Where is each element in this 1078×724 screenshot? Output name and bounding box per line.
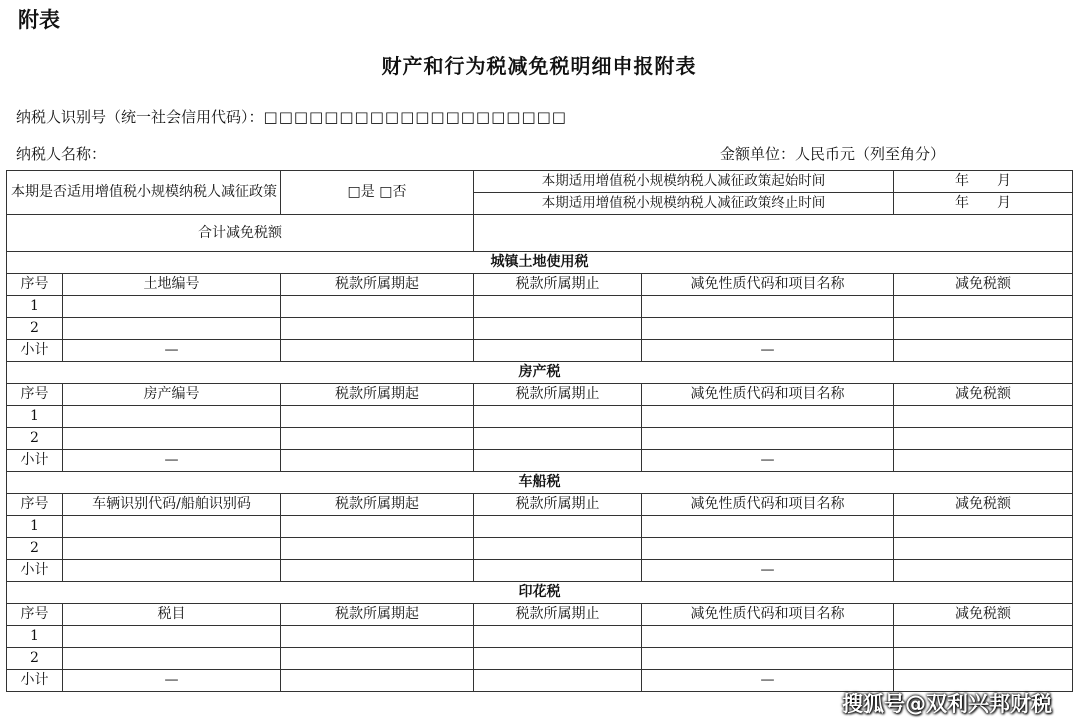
exempt-amount-header: 减免税额 — [894, 604, 1073, 626]
dash: — — [642, 340, 894, 362]
dash: — — [63, 450, 281, 472]
row-number: 2 — [7, 648, 63, 670]
table-row — [7, 428, 1073, 450]
total-value[interactable] — [474, 215, 1073, 252]
policy-start-value[interactable]: 年 月 — [894, 171, 1073, 193]
amount-unit-label: 金额单位：人民币元（列至角分） — [720, 145, 946, 163]
subtotal-row — [7, 340, 1073, 362]
table-row — [7, 648, 1073, 670]
table-row — [7, 318, 1073, 340]
row-number: 1 — [7, 406, 63, 428]
section-title: 印花税 — [7, 582, 1073, 604]
period-end-header: 税款所属期止 — [474, 604, 642, 626]
id-header: 土地编号 — [63, 274, 281, 296]
id-header: 税目 — [63, 604, 281, 626]
policy-end-value[interactable]: 年 月 — [894, 193, 1073, 215]
subtotal-label: 小计 — [7, 450, 63, 472]
taxpayer-id-boxes[interactable]: □□□□□□□□□□□□□□□□□□□□ — [263, 108, 567, 126]
table-row — [7, 516, 1073, 538]
dash: — — [63, 340, 281, 362]
dash: — — [642, 670, 894, 692]
taxpayer-id-label: 纳税人识别号（统一社会信用代码）： — [16, 108, 264, 126]
exempt-amount-header: 减免税额 — [894, 494, 1073, 516]
table-row — [7, 626, 1073, 648]
subtotal-row — [7, 560, 1073, 582]
table-row — [7, 538, 1073, 560]
exempt-amount-header: 减免税额 — [894, 274, 1073, 296]
seq-header: 序号 — [7, 604, 63, 626]
dash: — — [63, 670, 281, 692]
subtotal-row — [7, 450, 1073, 472]
total-row — [7, 215, 1073, 252]
table-row — [7, 296, 1073, 318]
row-number: 2 — [7, 538, 63, 560]
policy-end-label: 本期适用增值税小规模纳税人减征政策终止时间 — [474, 193, 894, 215]
form-title: 财产和行为税减免税明细申报附表 — [381, 54, 697, 78]
exemption-detail-table — [6, 170, 1073, 692]
row-number: 2 — [7, 428, 63, 450]
exempt-code-header: 减免性质代码和项目名称 — [642, 604, 894, 626]
period-end-header: 税款所属期止 — [474, 384, 642, 406]
id-header: 车辆识别代码/船舶识别码 — [63, 494, 281, 516]
header-row — [7, 274, 1073, 296]
period-start-header: 税款所属期起 — [281, 274, 474, 296]
period-start-header: 税款所属期起 — [281, 384, 474, 406]
dash: — — [642, 560, 894, 582]
taxpayer-id-line — [16, 106, 567, 127]
header-row — [7, 604, 1073, 626]
appendix-label: 附表 — [18, 8, 60, 32]
exempt-amount-header: 减免税额 — [894, 384, 1073, 406]
row-number: 2 — [7, 318, 63, 340]
exempt-code-header: 减免性质代码和项目名称 — [642, 274, 894, 296]
total-label: 合计减免税额 — [7, 215, 474, 252]
seq-header: 序号 — [7, 494, 63, 516]
header-row — [7, 384, 1073, 406]
row-number: 1 — [7, 626, 63, 648]
exempt-code-header: 减免性质代码和项目名称 — [642, 384, 894, 406]
subtotal-label: 小计 — [7, 340, 63, 362]
policy-start-label: 本期适用增值税小规模纳税人减征政策起始时间 — [474, 171, 894, 193]
section-title: 车船税 — [7, 472, 1073, 494]
taxpayer-name-label: 纳税人名称： — [16, 145, 107, 163]
period-start-header: 税款所属期起 — [281, 604, 474, 626]
policy-choice[interactable]: □是 □否 — [281, 171, 474, 215]
exempt-code-header: 减免性质代码和项目名称 — [642, 494, 894, 516]
seq-header: 序号 — [7, 274, 63, 296]
watermark: 搜狐号@双利兴邦财税 — [842, 692, 1052, 716]
period-end-header: 税款所属期止 — [474, 274, 642, 296]
seq-header: 序号 — [7, 384, 63, 406]
period-end-header: 税款所属期止 — [474, 494, 642, 516]
period-start-header: 税款所属期起 — [281, 494, 474, 516]
row-number: 1 — [7, 296, 63, 318]
policy-question: 本期是否适用增值税小规模纳税人减征政策 — [7, 171, 281, 215]
header-row — [7, 494, 1073, 516]
subtotal-label: 小计 — [7, 670, 63, 692]
policy-start-row — [7, 171, 1073, 193]
row-number: 1 — [7, 516, 63, 538]
subtotal-label: 小计 — [7, 560, 63, 582]
section-title: 城镇土地使用税 — [7, 252, 1073, 274]
section-title: 房产税 — [7, 362, 1073, 384]
table-row — [7, 406, 1073, 428]
dash: — — [642, 450, 894, 472]
id-header: 房产编号 — [63, 384, 281, 406]
